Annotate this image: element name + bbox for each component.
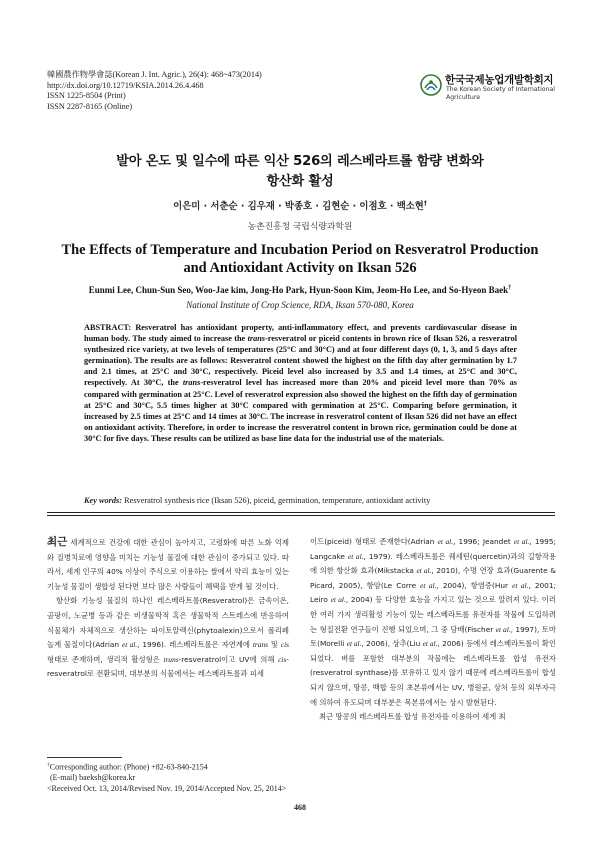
- authors-english-names: Eunmi Lee, Chun-Sun Seo, Woo-Jae kim, Jong-Ho Park, Hyun-Soon Kim, Jeom-Ho Lee, and So-Hyeon Baek: [88, 285, 509, 295]
- section-divider-thin: [47, 515, 555, 516]
- journal-header: [47, 70, 262, 112]
- society-emblem-icon: [420, 74, 442, 96]
- citation-etal: et al.: [348, 551, 364, 561]
- abstract-label: ABSTRACT:: [84, 323, 132, 332]
- abstract-text-3: -resveratrol level has increased more than 20% and piceid level more than 70% as compared with germination at 25°C. Level of resveratrol expression also showed the highest on the fifth day of germination at 25°C and 30°C, 5.5 times higher at 30°C compared with germination at 25°C. Comparing before germination, it increased by 2.5 times at 25°C and 14 times at 30°C. The increase in resveratrol content of Iksan 526 did not have an effect on antioxidant activity. Therefore, in order to increase the resveratrol content in brown rice, germination could be done at 30°C for five days. These results can be utilized as base line data for the industrial use of the materials.: [84, 378, 518, 443]
- paragraph-text: 이드(piceid) 형태로 존재한다(Adrian: [310, 537, 435, 546]
- society-name-en: The Korean Society of International Agriculture: [446, 86, 556, 101]
- footnote-received: <Received Oct. 13, 2014/Revised Nov. 19, 2014/Accepted Nov. 25, 2014>: [47, 783, 287, 793]
- footnote: [47, 760, 286, 794]
- title-english-line1: The Effects of Temperature and Incubation Period on Resveratrol Production: [61, 242, 539, 258]
- paragraph-text: 형태로 존재하며, 생리적 활성형은: [47, 654, 160, 664]
- paragraph-text: 항산화 기능성 물질의 하나인 레스베라트롤(Resveratrol)은 금속이온, 곰팡이, 노균병 등과 같은 비생물학적 혹은 생물학적 스트레스에 반응하여 식물체가 자체적으로 생산하는 파이토알렉신(phytoalexin)으로서 폴리페놀계 물질이다(Adrian: [47, 596, 289, 650]
- keywords: [84, 495, 517, 506]
- citation-etal: et al.: [416, 566, 432, 576]
- paragraph-text: , 1995; Langcake: [310, 537, 556, 561]
- paragraph-text: , 1996; Jeandet: [453, 537, 511, 546]
- paragraph-text: 세계적으로 건강에 대한 관심이 높아지고, 고령화에 따른 노화 억제와 질병치료에 영향을 미치는 기능성 물질에 대한 관심이 증가되고 있다. 따라서, 세계 인구의 40% 이상이 주식으로 이용하는 쌀에서 약리 효능이 있는 기능성 물질이 생합성 된다면 보다 많은 사람들이 혜택을 받게 될 것이다.: [47, 538, 289, 591]
- title-korean: [0, 152, 600, 191]
- lead-word: 최근: [47, 536, 68, 548]
- body-column-left: [47, 535, 289, 682]
- title-english-line2: and Antioxidant Activity on Iksan 526: [183, 259, 417, 276]
- citation-etal: et al.: [422, 639, 438, 649]
- citation-etal: et al.: [512, 580, 529, 590]
- paragraph-text: , 1997), 토마토(Morelli: [310, 624, 556, 649]
- footnote-email: (E-mail) baeksh@korea.kr: [50, 773, 136, 783]
- paragraph-text: , 2004) 등 다양한 효능을 가지고 있는 것으로 알려져 있다. 이러한 여러 가지 생리활성 기능이 있는 레스베라트롤 유전자를 작물에 도입하려는 형질전환 연구들이 진행 되었으며, 그 중 담배(Fischer: [310, 595, 556, 634]
- citation-etal: et al.: [121, 640, 138, 650]
- title-english: [0, 242, 600, 277]
- term-cis: cis: [278, 654, 287, 664]
- citation-etal: et al.: [495, 624, 511, 634]
- paragraph-text: -resveratrol로 전환되며, 대부분의 식물에서는 레스베라트롤과 피세: [47, 654, 289, 679]
- citation-etal: et al.: [330, 595, 346, 605]
- citation-etal: et al.: [513, 537, 530, 546]
- paragraph-text: , 1996). 레스베라트롤은 자연계에: [137, 640, 250, 650]
- abstract: [84, 322, 517, 444]
- paragraph-text: , 2004), 항염증(Hur: [436, 580, 509, 590]
- authors-korean-names: 이은미 · 서춘순 · 김우재 · 박종호 · 김현순 · 이점호 · 백소현: [173, 201, 424, 212]
- affiliation-english: National Institute of Crop Science, RDA, Iksan 570-080, Korea: [186, 300, 414, 310]
- citation-etal: et al.: [346, 639, 362, 649]
- authors-korean: [0, 198, 600, 212]
- title-korean-line1: 발아 온도 및 일수에 따른 익산 526의 레스베라트롤 함량 변화와: [116, 154, 484, 169]
- authors-english: [0, 285, 600, 295]
- term-cis: cis: [280, 640, 290, 650]
- page-number: 468: [294, 803, 306, 812]
- section-divider: [47, 512, 555, 513]
- society-name-kr: 한국국제농업개발학회지: [445, 74, 554, 86]
- term-trans: trans: [163, 654, 179, 664]
- paragraph-text: 및: [270, 640, 278, 650]
- paragraph-text: , 2006), 상추(Liu: [361, 639, 421, 649]
- citation-etal: et al.: [437, 537, 454, 546]
- paragraph-text: , 2001; Leiro: [310, 580, 556, 605]
- paragraph-text: , 2010), 수명 연장 효과(Guarente & Picard, 2005), 항암(Le Corre: [310, 566, 556, 590]
- society-logo: [420, 71, 570, 107]
- affiliation-korean: 농촌진흥청 국립식량과학원: [247, 222, 353, 232]
- keywords-text: Resveratrol synthesis rice (Iksan 526), piceid, germination, temperature, antioxidant activity: [124, 496, 431, 505]
- issn-print: ISSN 1225-8504 (Print): [47, 91, 126, 101]
- abstract-text-1: Resveratrol has antioxidant property, anti-inflammatory effect, and prevents cardiovascular disease in human body. The study aimed to increase the: [84, 323, 518, 344]
- paragraph-text: 최근 땅콩의 레스베라트롤 합성 유전자를 이용하여 세계 최: [319, 712, 506, 722]
- title-korean-line2: 항산화 활성: [266, 173, 334, 189]
- body-column-right: [310, 535, 556, 725]
- citation-etal: et al.: [420, 580, 437, 590]
- paragraph: [47, 594, 289, 682]
- paragraph: [47, 535, 289, 594]
- paragraph-text: , 2006) 등에서 레스베라트롤이 확인 되었다. 벼를 포함한 대부분의 작물에는 레스베라트롤 합성 유전자(resveratrol synthase)를 보유하고 있지 않기 때문에 레스베라트롤이 합성되지 않으며, 땅콩, 백합 등의 초본류에서는 UV, 병원균, 상처 등의 외부자극에 의하여 유도되며 대부분은 목본류에서는 상시 발현된다.: [310, 639, 556, 707]
- footnote-divider: [47, 757, 122, 758]
- term-trans: trans: [252, 640, 268, 650]
- issn-online: ISSN 2287-8165 (Online): [47, 101, 133, 111]
- corresponding-mark-en: †: [508, 285, 512, 291]
- paragraph: [310, 710, 556, 725]
- abstract-trans-2: trans: [182, 378, 201, 388]
- footnote-corresponding: [47, 760, 286, 773]
- doi-link[interactable]: http://dx.doi.org/10.12719/KSIA.2014.26.4.468: [47, 80, 204, 90]
- journal-citation: 韓國農作物學會誌(Korean J. Int. Agric.), 26(4): 468~473(2014): [47, 70, 262, 79]
- footnote-mark: †: [47, 762, 50, 768]
- paragraph-text: , 1979). 레스베라트롤은 퀘세틴(quercetin)과의 길항작용에 의한 항산화 효과(Mikstacka: [310, 551, 557, 576]
- paragraph-text: -resveratrol이고 UV에 의해: [178, 654, 275, 664]
- abstract-trans-1: trans: [247, 334, 266, 344]
- keywords-label: Key words:: [84, 496, 123, 505]
- footnote-phone: Corresponding author: (Phone) +82-63-840-2154: [49, 762, 208, 772]
- corresponding-mark: †: [423, 199, 427, 207]
- abstract-text-2: -resveratrol or piceid contents in brown rice of Iksan 526, a resveratrol synthesized rice variety, at two levels of temperatures (25°C and 30°C) and at four different days (0, 1, 3, and 5 days after germination). The results are as follows: Resveratrol content showed the highest on the fifth day after germination by 1.7 and 2.1 times, at 25°C and 30°C, respectively. Piceid level also increased by 3.5 and 1.4 times, at 25°C and 30°C, respectively. At 30°C, the: [84, 334, 517, 388]
- paragraph: [310, 535, 556, 710]
